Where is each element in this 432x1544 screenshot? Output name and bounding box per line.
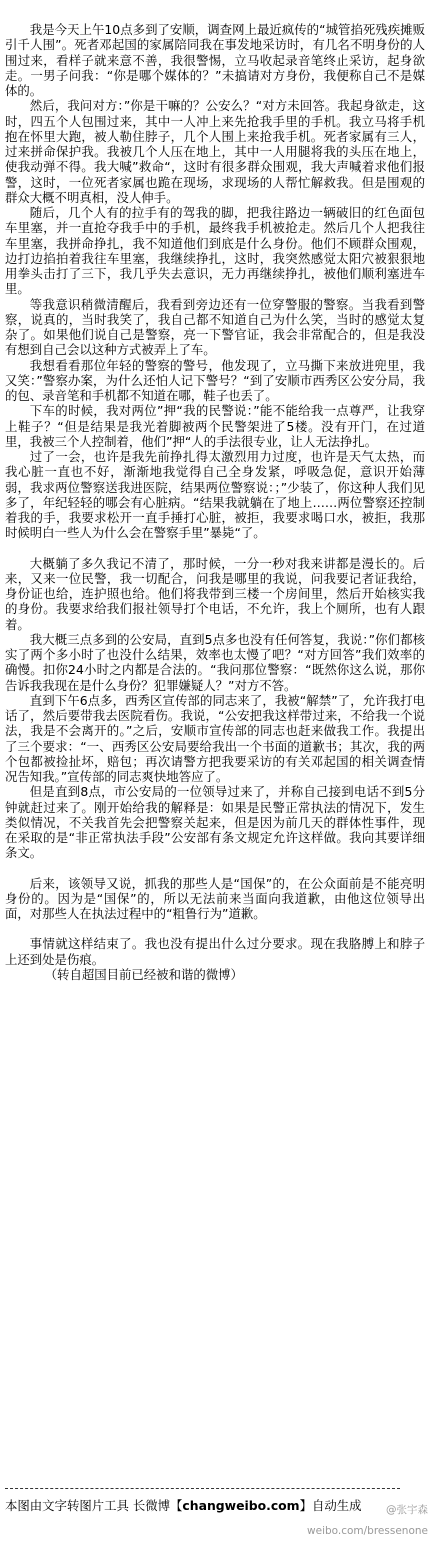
paragraph-2: 然后，我问对方：”你是干嘛的？公安么？“对方未回答。我起身欲走，这时，四五个人包围过来，其中一人冲上来先抢我手里的手机。我立马将手机抱在怀里大跑，被人勒住脖子，几个人围上来抢我手机。死者家属有三人，过来拼命保护我。我被几个人压在地上，其中一人用腿将我的头压在地上，使我动弹不得。我大喊”救命“，这时有很多群众围观，我大声喊着求他们报警，这时，一位死者家属也跪在现场，求现场的人帮忙解救我。但是围观的群众大概不明真相，没人伸手。 [5,98,425,205]
paragraph-3: 随后，几个人有的拉手有的驾我的脚，把我往路边一辆破旧的红色面包车里塞，并一直抢夺我手中的手机，最终我手机被抢走。然后几个人把我往车里塞，我拼命挣扎，我不知道他们到底是什么身份。他们不顾群众围观，边打边掐拍着我往车里塞，我继续挣扎，这时，我突然感觉太阳穴被狠狠地用拳头击打了三下，我几乎失去意识，无力再继续挣扎，被他们顺利塞进车里。 [5,205,425,297]
paragraph-12: 后来，该领导又说，抓我的那些人是“国保”的，在公众面前是不能亮明身份的。因为是“国保”的，所以无法前来当面向我道歉，由他这位领导出面，对那些人在执法过程中的“粗鲁行为”道歉。 [5,875,425,921]
watermark-url: weibo.com/bressenone [307,1525,428,1537]
footer-credit [5,1498,430,1513]
article-body [5,22,425,982]
footer-prefix: 本图由文字转图片工具 长微博【 [5,1498,183,1513]
paragraph-13: 事情就这样结束了。我也没有提出什么过分要求。现在我胳膊上和脖子上还到处是伤痕。 [5,936,425,967]
paragraph-8: 大概躺了多久我记不清了，那时候，一分一秒对我来讲都是漫长的。后来，又来一位民警，我一切配合，问我是哪里的我说，问我要记者证我给，身份证也给，连护照也给。他们将我带到三楼一个房间里，然后开始核实我的身份。我要求给我们报社领导打个电话，不允许，我上个厕所，也有人跟着。 [5,555,425,632]
paragraph-11: 但是直到8点，市公安局的一位领导过来了，并称自己接到电话不到5分钟就赶过来了。刚开始给我的解释是：如果是民警正常执法的情况下，发生类似情况，不关我首先会把警察关起来，但是因为前几天的群体性事件，现在采取的是“非正常执法手段”公安部有条文规定允许这样做。我向其要详细条文。 [5,784,425,861]
paragraph-6: 下车的时候，我对两位”押“我的民警说：”能不能给我一点尊严，让我穿上鞋子？“但是结果是我光着脚被两个民警架进了5楼。没有开门，在过道里，我被三个人控制着，他们”押“人的手法很专业，让人无法挣扎。 [5,403,425,449]
paragraph-gap [5,921,425,936]
footer-divider [5,1488,400,1489]
paragraph-7: 过了一会，也许是我先前挣扎得太激烈用力过度，也许是天气太热，而我心脏一直也不好，渐渐地我觉得自己全身发紧，呼吸急促，意识开始薄弱，我求两位警察送我进医院，结果两位警察说：；”少装了，你这种人我们见多了，年纪轻轻的哪会有心脏病。“结果我就躺在了地上……两位警察还控制着我的手，我要求松开一直手捶打心脏，被拒，我要求喝口水，被拒，我那时候明白一些人为什么会在警察手里”暴毙“了。 [5,449,425,541]
footer-suffix: 】自动生成 [299,1498,362,1513]
paragraph-gap [5,541,425,556]
source-note: （转自超国目前已经被和谐的微博） [44,966,243,982]
paragraph-10: 直到下午6点多，西秀区宣传部的同志来了，我被“解禁”了，允许我打电话了，然后要带我去医院看伤。我说，“公安把我这样带过来，不给我一个说法，我是不会离开的。”之后，安顺市宣传部的同志也赶来做我工作。我提出了三个要求：“一、西秀区公安局要给我出一个书面的道歉书；其次，我的两个包都被捡扯坏，赔包；再次请警方把我要采访的有关邓起国的相关调查情况告知我。”宣传部的同志爽快地答应了。 [5,692,425,784]
paragraph-4: 等我意识稍微清醒后，我看到旁边还有一位穿警服的警察。当我看到警察，说真的，当时我笑了，我自己都不知道自己为什么笑，当时的感觉太复杂了。如果他们说自己是警察，亮一下警官证，我会非常配合的，但是我没有想到自己会以这种方式被弄上了车。 [5,296,425,358]
paragraph-5: 我想看看那位年轻的警察的警号，他发现了，立马撕下来放进兜里，我又笑：”警察办案，为什么还怕人记下警号？“到了安顺市西秀区公安分局，我的包、录音笔和手机都不知道在哪，鞋子也丢了。 [5,357,425,403]
paragraph-gap [5,861,425,876]
watermark-handle: @张宇森 [386,1504,428,1516]
footer-site-link[interactable]: changweibo.com [182,1498,300,1513]
paragraph-9: 我大概三点多到的公安局，直到5点多也没有任何答复，我说：”你们都核实了两个多小时了也没什么结果，效率也太慢了吧？“对方回答”我们效率的确慢。扣你24小时之内都是合法的。“我问那位警察：“既然你这么说，那你告诉我我现在是什么身份？犯罪嫌疑人？”对方不答。 [5,631,425,693]
paragraph-1: 我是今天上午10点多到了安顺，调查网上最近疯传的“城管掐死残疾摊贩引千人围”。死者邓起国的家属陪同我在事发地采访时，有几名不明身份的人围过来，看样子就来意不善，我很警惕，立马收起录音笔终止采访，起身欲走。一男子问我：“你是哪个媒体的？”未搞请对方身份，我便称自己不是媒体的。 [5,22,425,98]
